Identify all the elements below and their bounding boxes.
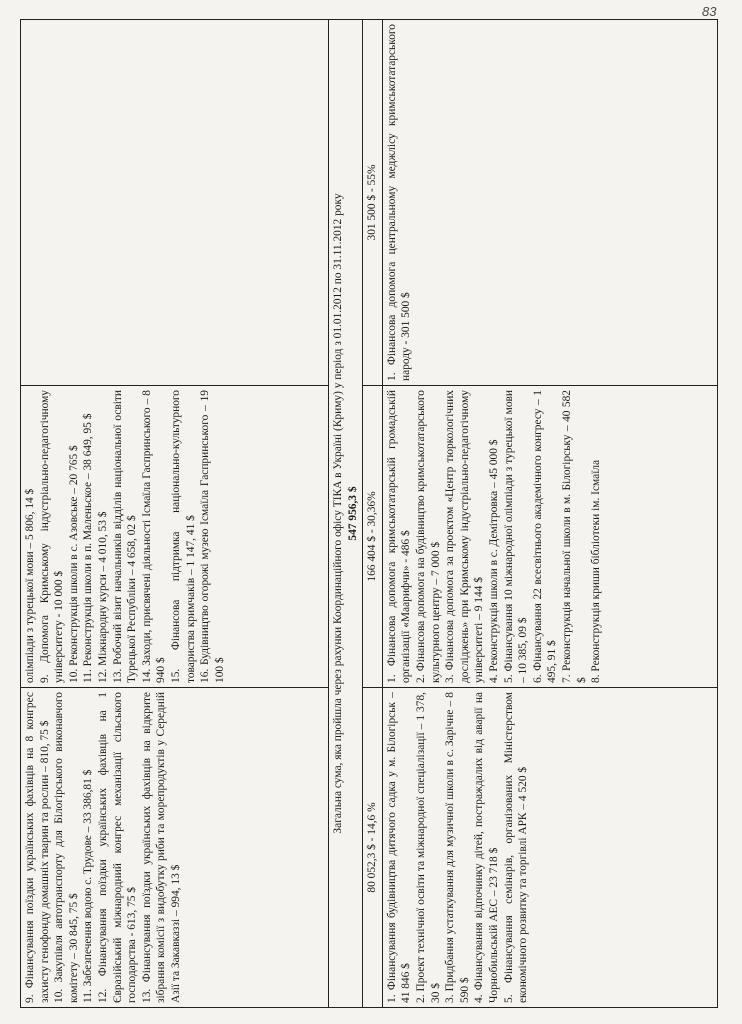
list-item: олімпіади з турецької мови – 5 806, 14 $ xyxy=(24,488,36,683)
list-item: 2. Проект технічної освіти та міжнародної спеціалізації – 1 378, 30 $ xyxy=(414,692,442,1003)
subtotal-col3: 301 500 $ - 55% xyxy=(363,20,383,386)
top-col3-cell xyxy=(21,20,329,386)
list-item: 14. Заходи, присвячені діяльності Ісмаїла Гаспринського – 8 940 $ xyxy=(140,390,168,683)
list-item: 2. Фінансова допомога на будівництво кримськотатарського культурного центру – 7 000 $ xyxy=(414,390,442,683)
bottom-col3-cell xyxy=(382,20,717,386)
list-item: 3. Фінансова допомога за проектом «Центр тюркологічних досліджень» при Кримському індустріально-педагогічному університеті – 9 144 $ xyxy=(444,390,486,683)
table-row-heading xyxy=(329,20,363,1008)
subtotal-col2: 166 404 $ - 30,36% xyxy=(363,386,383,688)
list-item: 13. Робочий візит начальників відділів національної освіти Турецької Республіки – 4 658, 02 $ xyxy=(111,390,139,683)
funding-table xyxy=(20,19,718,1008)
list-item: 7. Реконструкція начальної школи в м. Білогірську – 40 582 $ xyxy=(560,390,588,683)
list-item: 1. Фінансова допомога центральному меджлісу кримськотатарського народу - 301 500 $ xyxy=(385,24,413,381)
list-item: 16. Будівництво огорожі музею Ісмаїла Гаспринського – 19 100 $ xyxy=(199,390,226,683)
list-item: 9. Допомога Кримському індустріально-педагогічному університету - 10 000 $ xyxy=(38,390,66,683)
list-item: 8. Реконструкція криши бібліотеки ім. Ісмаїла xyxy=(590,459,603,683)
subtotal-col1: 80 052,3 $ - 14,6 % xyxy=(363,688,383,1008)
bottom-col2-cell xyxy=(382,386,717,688)
list-item: 12. Міжнародну курси – 4 010, 53 $ xyxy=(96,511,109,683)
list-item: 5. Фінансування 10 міжнародної олімпіади з турецької мови – 10 385, 09 $ xyxy=(502,390,530,683)
heading-text: Загальна сума, яка пройшла через рахунки Координаційного офісу ТІКА в Україні (Криму) у період з 01.01.2012 по 31.11.2012 року xyxy=(332,193,344,834)
list-item: 4. Фінансування відпочинку дітей, постраждалих від аварії на Чорнобильській АЕС – 23 718 $ xyxy=(473,692,500,1003)
list-item: 1. Фінансова допомога кримськотатарській громадській організації «Маарифчи» - 486 $ xyxy=(385,390,413,683)
rotated-table-wrapper xyxy=(20,20,718,1008)
list-item: 1. Фінансування будівництва дитячого садка у м. Білогірськ – 41 846 $ xyxy=(385,692,413,1003)
list-item: 12. Фінансування поїздки українських фахівців на 1 Євразійський міжнародний конгрес механізації сільського господарства - 613, 75 $ xyxy=(96,692,139,1003)
top-col2-cell xyxy=(21,386,329,688)
table-row-bottom xyxy=(382,20,717,1008)
list-item: 11. Реконструкція школи в п. Маленьское – 38 649, 95 $ xyxy=(82,413,95,683)
bottom-col1-cell xyxy=(382,688,717,1008)
top-col1-cell xyxy=(21,688,329,1008)
list-item: 13. Фінансування поїздки українських фахівців на відкрите зібрання комісії з видобутку риби та морепродуктів у Середній Азії та Закавказзі – 994, 13 $ xyxy=(140,692,182,1003)
heading-cell xyxy=(329,20,363,1008)
list-item: 9. Фінансування поїздки українських фахівців на 8 конгрес захисту генофонду домашніх тварин та рослин – 810, 75 $ xyxy=(24,692,51,1003)
table-row-top xyxy=(21,20,329,1008)
heading-total: 547 956,3 $ xyxy=(346,486,359,541)
list-item: 15. Фінансова підтримка національно-культурного товариства кримчаків – 1 147, 41 $ xyxy=(169,390,197,683)
table-row-subtotals xyxy=(363,20,383,1008)
page-number: 83 xyxy=(702,4,717,19)
list-item: 3. Придбання устаткування для музичної школи в с. Зарічне – 8 590 $ xyxy=(444,692,471,1003)
list-item: 6. Фінансування 22 всесвітнього академічного конгресу – 1 495, 91 $ xyxy=(531,390,559,683)
list-item: 10. Реконструкція школи в с. Азовське – 20 765 $ xyxy=(67,445,80,683)
list-item: 4. Реконструкція школи в с. Демітровка – 45 000 $ xyxy=(487,439,500,683)
list-item: 11. Забезпечення водою с. Трудове – 33 386,81 $ xyxy=(82,769,95,1003)
list-item: 10. Закупівля автотранспорту для Білогірського виконавчого комітету – 30 845, 75 $ xyxy=(53,692,80,1003)
list-item: 5. Фінансування семінарів, організованих Міністерством економічного розвитку та торгівлі АРК – 4 520 $ xyxy=(502,692,530,1003)
